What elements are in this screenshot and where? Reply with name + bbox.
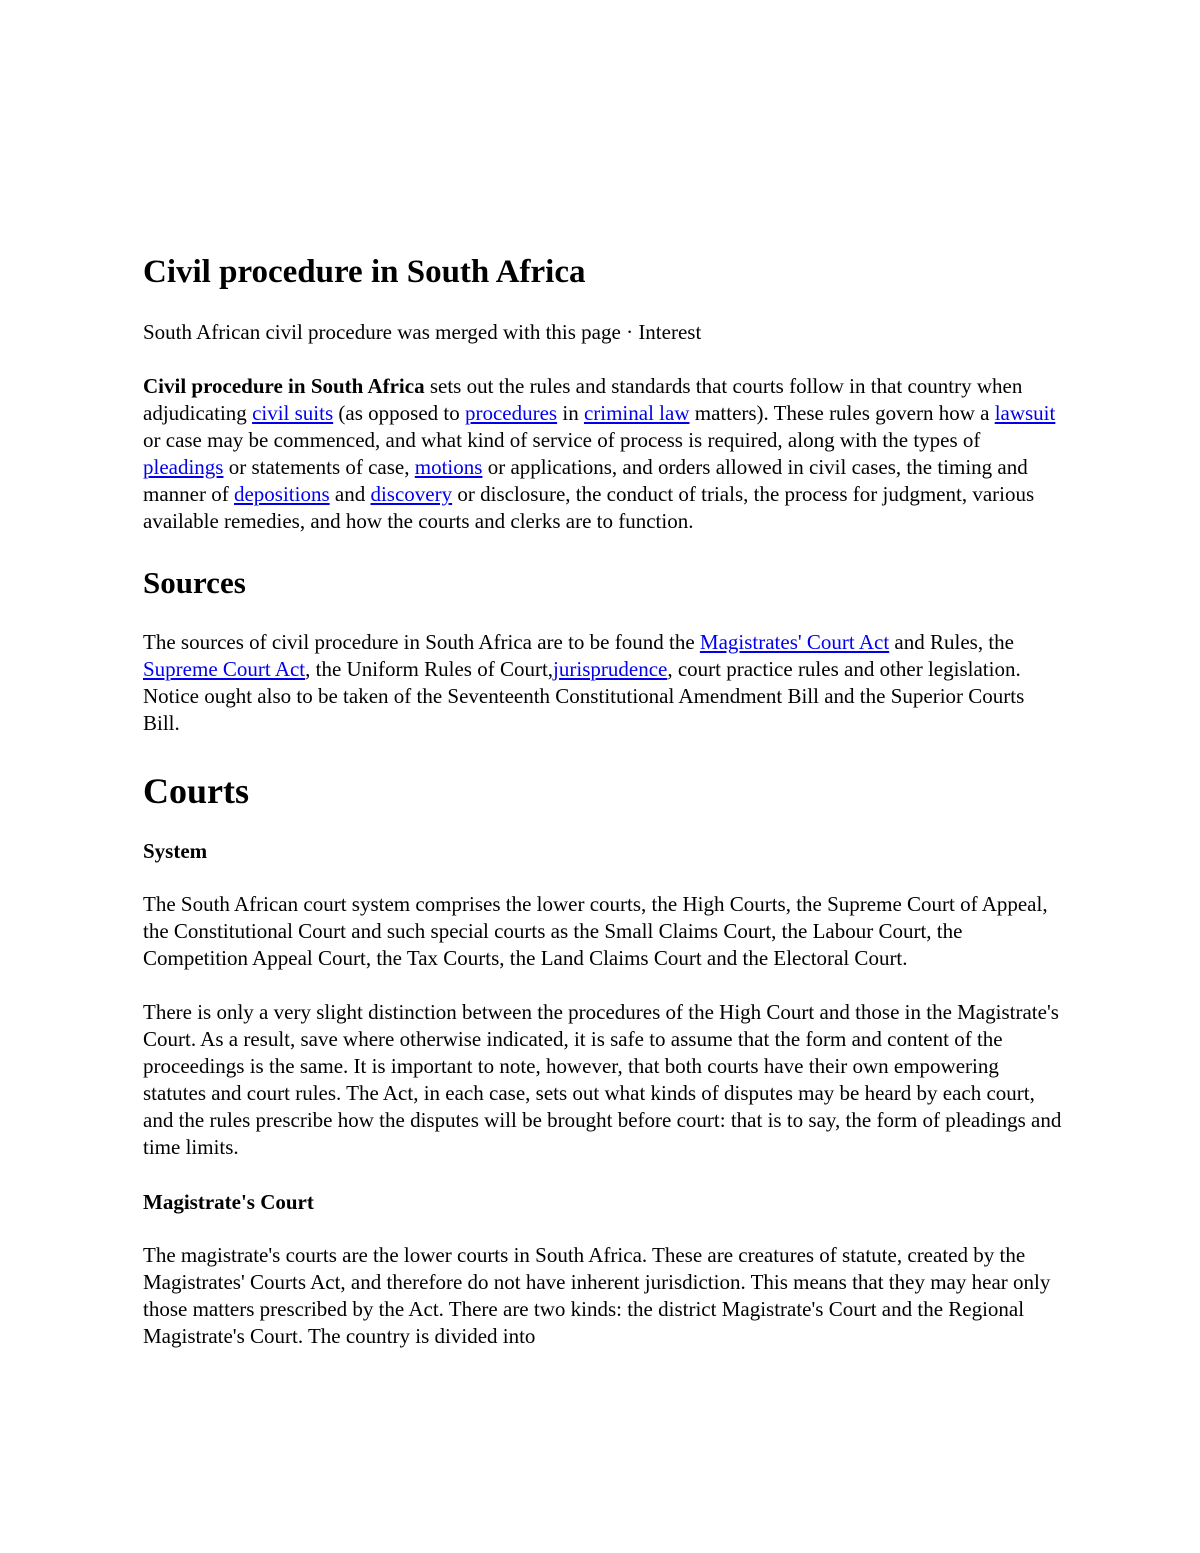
intro-text-5: or case may be commenced, and what kind of service of process is required, along with the types of — [143, 428, 981, 452]
sources-text-4: , court practice rules and other legislation. Notice ought also to be taken of the Seventeenth Constitutional Amendment Bill and the Superior Courts Bill. — [143, 657, 1025, 735]
page-title: Civil procedure in South Africa — [143, 254, 586, 290]
link-motions[interactable]: motions — [414, 455, 483, 479]
link-discovery[interactable]: discovery — [370, 482, 453, 506]
intro-text-4: matters). These rules govern how a — [689, 401, 995, 425]
intro-text-2: (as opposed to — [333, 401, 465, 425]
intro-paragraph — [143, 373, 1063, 535]
magistrates-court-heading: Magistrate's Court — [143, 1190, 314, 1214]
intro-text-7: or applications, and orders allowed in civil cases, the timing and manner of — [143, 455, 1028, 506]
sources-text-1: The sources of civil procedure in South Africa are to be found the — [143, 630, 700, 654]
system-heading: System — [143, 839, 208, 863]
link-procedures[interactable]: procedures — [464, 401, 558, 425]
system-paragraph-1: The South African court system comprises the lower courts, the High Courts, the Supreme Court of Appeal, the Constitutional Court and such special courts as the Small Claims Court, the Labour Court, the Competition Appeal Court, the Tax Courts, the Land Claims Court and the Electoral Court. — [143, 892, 1048, 970]
intro-bold-lead: Civil procedure in South Africa — [143, 374, 425, 398]
link-pleadings[interactable]: pleadings — [143, 455, 224, 479]
link-lawsuit[interactable]: lawsuit — [994, 401, 1056, 425]
magistrates-court-paragraph: The magistrate's courts are the lower courts in South Africa. These are creatures of statute, created by the Magistrates' Courts Act, and therefore do not have inherent jurisdiction. This means that they may hear only those matters prescribed by the Act. There are two kinds: the district Magistrate's Court and the Regional Magistrate's Court. The country is divided into — [143, 1243, 1051, 1348]
intro-text-6: or statements of case, — [223, 455, 415, 479]
document-page — [143, 250, 1063, 1350]
link-jurisprudence[interactable]: jurisprudence — [553, 657, 668, 681]
sources-text-2: and Rules, the — [889, 630, 1014, 654]
link-magistrates-court-act[interactable]: Magistrates' Court Act — [699, 630, 890, 654]
link-depositions[interactable]: depositions — [233, 482, 330, 506]
system-paragraph-2: There is only a very slight distinction between the procedures of the High Court and those in the Magistrate's Court. As a result, save where otherwise indicated, it is safe to assume that the form and content of the proceedings is the same. It is important to note, however, that both courts have their own empowering statutes and court rules. The Act, in each case, sets out what kinds of disputes may be heard by each court, and the rules prescribe how the disputes will be brought before court: that is to say, the form of pleadings and time limits. — [143, 1000, 1062, 1159]
sources-text-3: , the Uniform Rules of Court, — [305, 657, 554, 681]
link-criminal-law[interactable]: criminal law — [583, 401, 690, 425]
intro-text-9: or disclosure, the conduct of trials, the process for judgment, various available remedies, and how the courts and clerks are to function. — [143, 482, 1035, 533]
link-supreme-court-act[interactable]: Supreme Court Act — [143, 657, 306, 681]
courts-heading: Courts — [143, 771, 249, 811]
intro-text-1: sets out the rules and standards that courts follow in that country when adjudicating — [143, 374, 1023, 425]
link-civil-suits[interactable]: civil suits — [252, 401, 334, 425]
intro-text-8: and — [329, 482, 371, 506]
intro-text-3: in — [557, 401, 584, 425]
sources-paragraph — [143, 629, 1063, 737]
merge-note: South African civil procedure was merged with this page · Interest — [143, 320, 702, 344]
sources-heading: Sources — [143, 565, 246, 600]
